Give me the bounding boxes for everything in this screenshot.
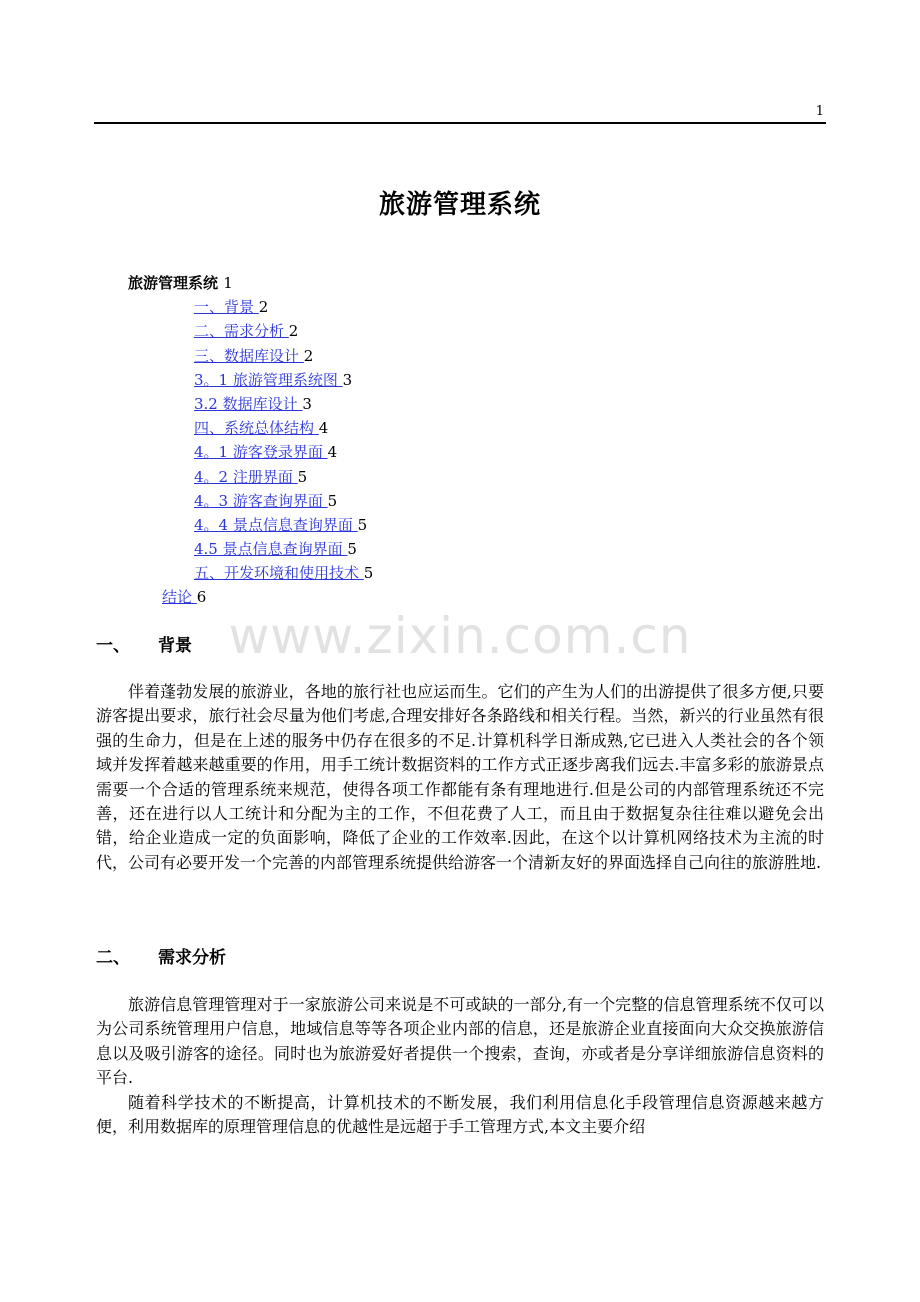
toc-link-7[interactable]: 4。1 游客登录界面: [194, 443, 328, 462]
toc-link-8[interactable]: 4。2 注册界面: [194, 467, 298, 486]
toc-link-12[interactable]: 五、开发环境和使用技术: [194, 564, 364, 583]
toc-page-12: 5: [363, 564, 374, 583]
toc-link-11[interactable]: 4.5 景点信息查询界面: [194, 540, 348, 559]
toc-link-6[interactable]: 四、系统总体结构: [194, 419, 319, 438]
toc-page-3: 2: [303, 346, 314, 365]
paragraph-requirements-2: 随着科学技术的不断提高，计算机技术的不断发展，我们利用信息化手段管理信息资源越来越方便，利用数据库的原理管理信息的优越性是远超于手工管理方式,本文主要介绍: [96, 1093, 824, 1137]
paragraph-background: 伴着蓬勃发展的旅游业，各地的旅行社也应运而生。它们的产生为人们的出游提供了很多方便,只要游客提出要求，旅行社会尽量为他们考虑,合理安排好各条路线和相关行程。当然，新兴的行业虽然有很强的生命力，但是在上述的服务中仍存在很多的不足.计算机科学日渐成熟,它已进入人类社会的各个领域并发挥着越来越重要的作用，用手工统计数据资料的工作方式正逐步离我们远去.丰富多彩的旅游景点需要一个合适的管理系统来规范，使得各项工作都能有条有理地进行.但是公司的内部管理系统还不完善，还在进行以人工统计和分配为主的工作，不但花费了人工，而且由于数据复杂往往难以避免会出错，给企业造成一定的负面影响，降低了企业的工作效率.因此，在这个以计算机网络技术为主流的时代，公司有必要开发一个完善的内部管理系统提供给游客一个清新友好的界面选择自己向往的旅游胜地.: [96, 682, 824, 872]
toc-page-9: 5: [327, 491, 338, 510]
section-heading-requirements: [96, 946, 226, 970]
toc-entry-10: [128, 513, 628, 537]
table-of-contents: [128, 271, 628, 610]
toc-page-conclusion: 6: [196, 588, 207, 607]
header-rule: [94, 122, 826, 124]
toc-entry-6: [128, 416, 628, 440]
toc-link-9[interactable]: 4。3 游客查询界面: [194, 491, 328, 510]
watermark: www.zixin.com.cn: [228, 607, 692, 665]
toc-page-11: 5: [347, 540, 357, 559]
toc-page-10: 5: [357, 515, 368, 534]
section-number: 二、: [96, 948, 130, 968]
toc-entry-11: [128, 537, 628, 561]
toc-page-7: 4: [327, 443, 338, 462]
page-number: 1: [815, 104, 824, 119]
toc-entry-9: [128, 489, 628, 513]
toc-entry-2: [128, 319, 628, 343]
toc-entry-4: [128, 368, 628, 392]
section-heading-background: [96, 634, 192, 658]
paragraph-requirements-1: 旅游信息管理管理对于一家旅游公司来说是不可或缺的一部分,有一个完整的信息管理系统不仅可以为公司系统管理用户信息，地域信息等等各项企业内部的信息，还是旅游企业直接面向大众交换旅游信息以及吸引游客的途径。同时也为旅游爱好者提供一个搜索，查询，亦或者是分享详细旅游信息资料的平台.: [96, 995, 824, 1088]
toc-entry-main: [128, 271, 628, 295]
toc-page-8: 5: [297, 467, 308, 486]
toc-entry-3: [128, 344, 628, 368]
toc-page-2: 2: [288, 322, 299, 341]
toc-page-4: 3: [342, 370, 353, 389]
toc-page-1: 2: [258, 298, 269, 317]
toc-link-10[interactable]: 4。4 景点信息查询界面: [194, 515, 358, 534]
document-title: 旅游管理系统: [378, 190, 541, 220]
toc-entry-8: [128, 465, 628, 489]
toc-entry-7: [128, 440, 628, 464]
toc-entry-12: [128, 561, 628, 585]
toc-page-5: 3: [302, 394, 312, 413]
section-number: 一、: [96, 636, 130, 656]
toc-entry-main-page: 1: [223, 274, 233, 292]
toc-link-2[interactable]: 二、需求分析: [194, 322, 289, 341]
toc-entry-main-text: 旅游管理系统: [128, 274, 219, 292]
toc-link-conclusion[interactable]: 结论: [162, 588, 197, 607]
toc-link-4[interactable]: 3。1 旅游管理系统图: [194, 370, 343, 389]
toc-link-1[interactable]: 一、背景: [194, 298, 259, 317]
toc-page-6: 4: [318, 419, 329, 438]
toc-entry-1: [128, 295, 628, 319]
toc-entry-5: [128, 392, 628, 416]
toc-link-3[interactable]: 三、数据库设计: [194, 346, 304, 365]
toc-link-5[interactable]: 3.2 数据库设计: [194, 394, 303, 413]
section-title: 背景: [158, 636, 192, 656]
section-title: 需求分析: [158, 948, 226, 968]
